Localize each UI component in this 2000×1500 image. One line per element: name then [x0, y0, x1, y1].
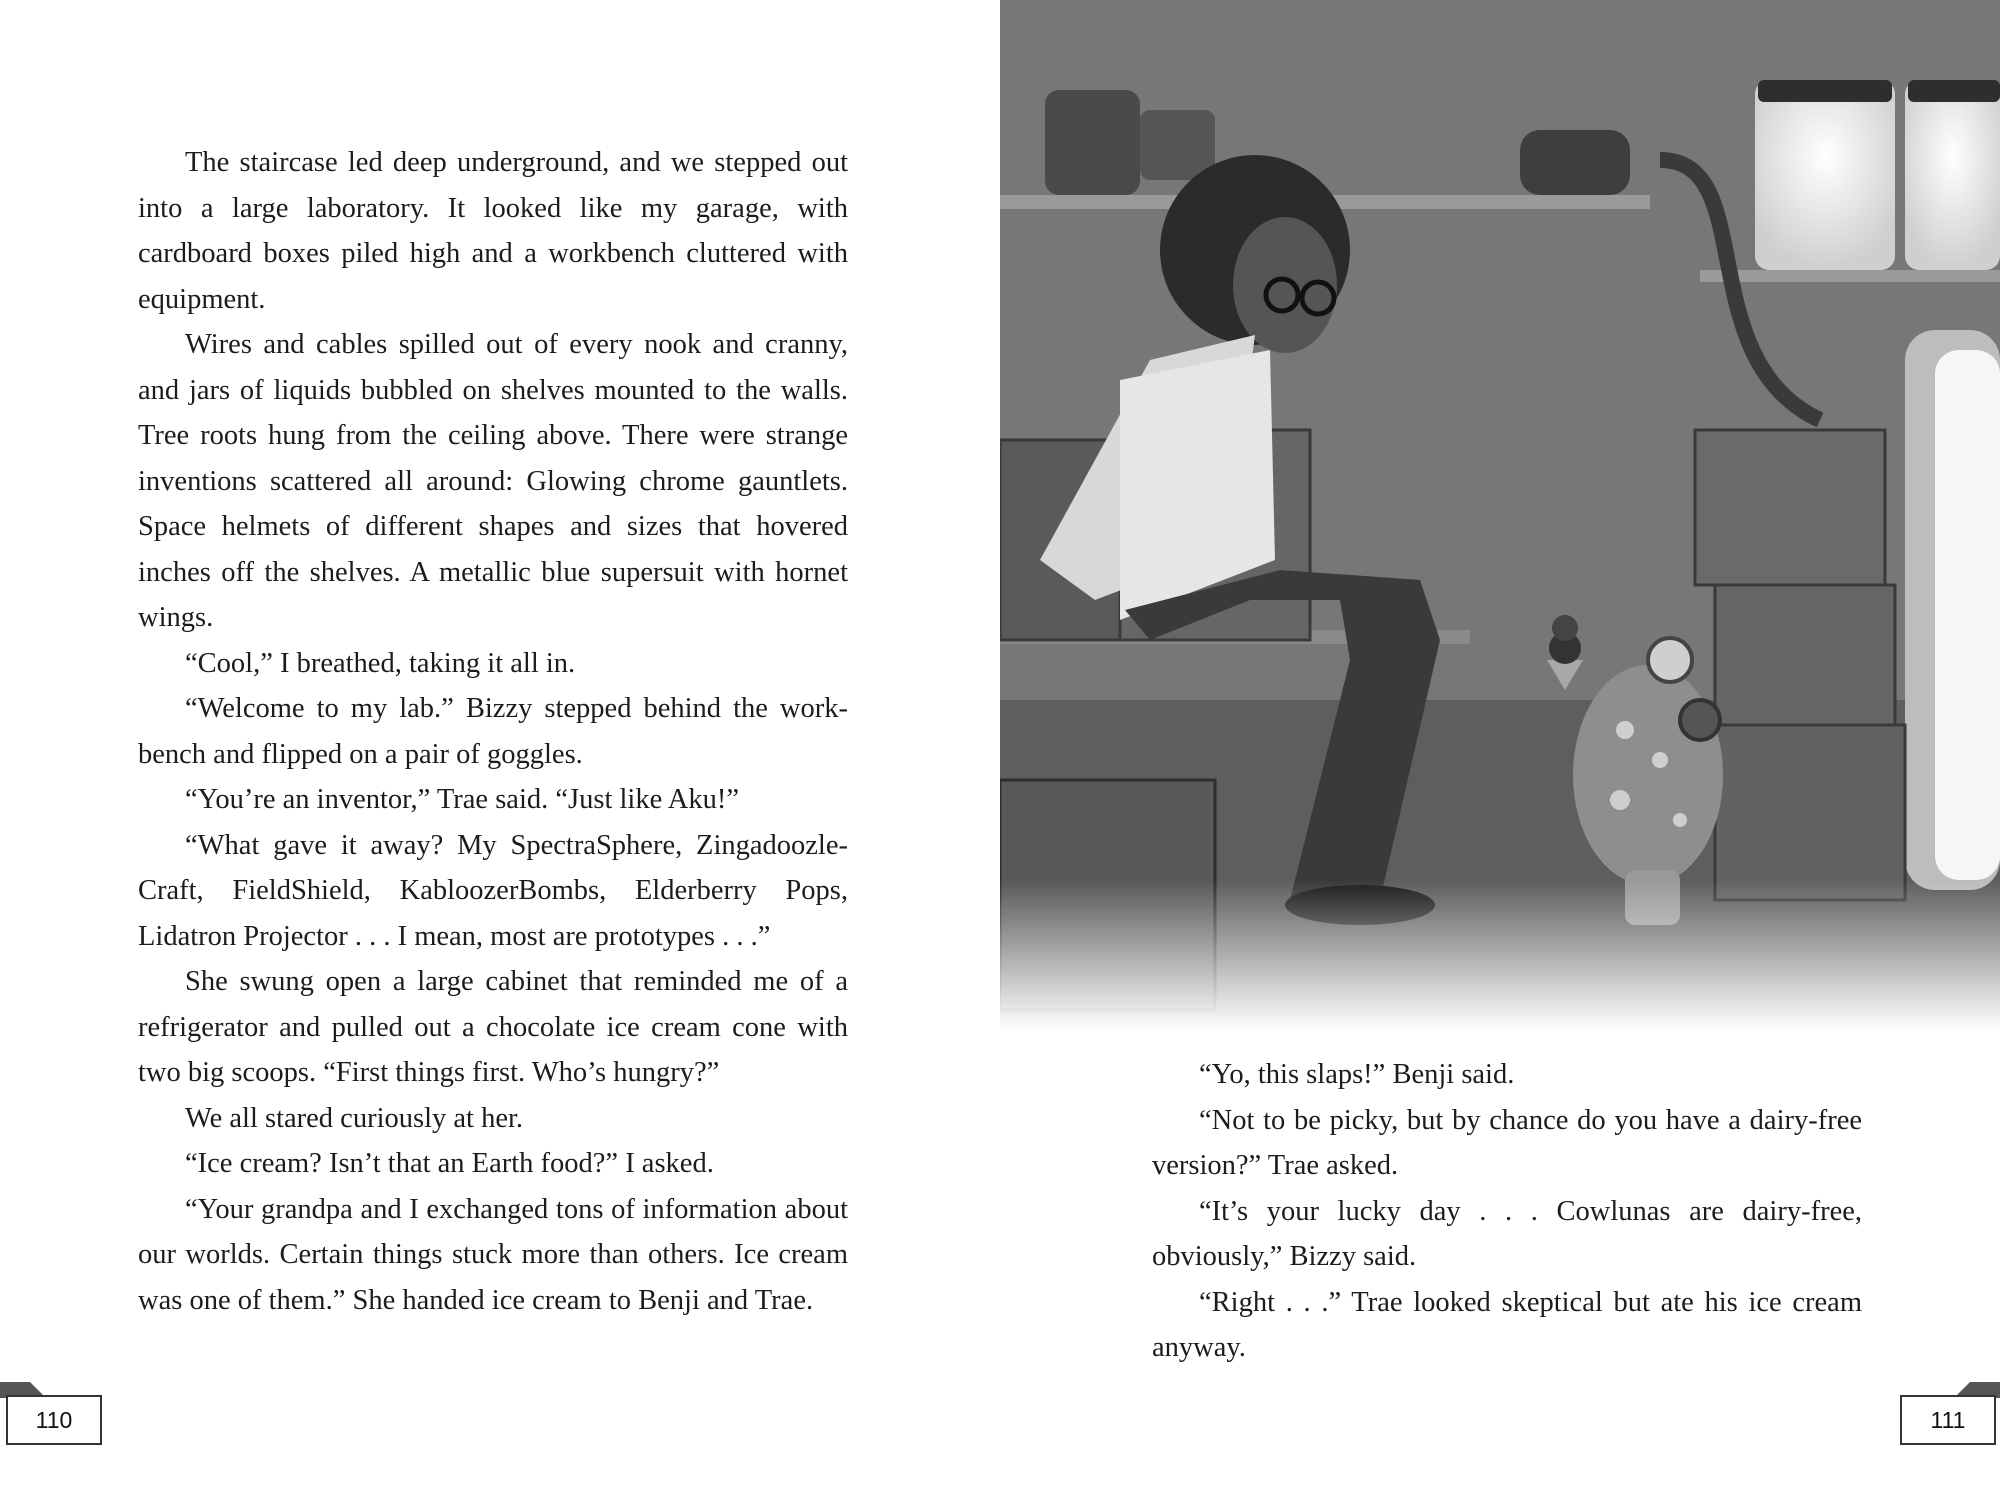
paragraph: Wires and cables spilled out of every nook and cranny, and jars of liquids bubbled on shelves mounted to the walls. Tree roots hung from the ceiling above. There were strange inventions scattered all around: Glowing chrome gauntlets. Space helmets of different shapes and sizes that hovered inches off the shelves. A metallic blue supersuit with hornet wings. — [138, 329, 848, 633]
page-number: 111 — [1900, 1395, 1996, 1445]
paragraph: “It’s your lucky day . . . Cowlunas are dairy-free, obviously,” Bizzy said. — [1152, 1195, 1862, 1272]
paragraph: “You’re an inventor,” Trae said. “Just like Aku!” — [185, 784, 739, 815]
right-page — [1000, 0, 2000, 1500]
right-page-text — [1152, 1052, 1862, 1371]
paragraph: “What gave it away? My SpectraSphere, Zingadoozle-Craft, FieldShield, KabloozerBombs, Elderberry Pops, Lidatron Projector . . . I mean, most are prototypes . . .” — [138, 829, 848, 952]
lab-illustration — [1000, 0, 2000, 1030]
paragraph: “Your grandpa and I exchanged tons of information about our worlds. Certain things stuck more than others. Ice cream was one of them.” She handed ice cream to Benji and Trae. — [138, 1193, 848, 1316]
paragraph: “Ice cream? Isn’t that an Earth food?” I asked. — [185, 1148, 714, 1179]
paragraph: “Cool,” I breathed, taking it all in. — [185, 647, 576, 679]
paragraph: “Right . . .” Trae looked skeptical but ate his ice cream anyway. — [1152, 1286, 1862, 1363]
paragraph: The staircase led deep underground, and we stepped out into a large laboratory. It looked like my garage, with cardboard boxes piled high and a workbench cluttered with equipment. — [138, 147, 848, 315]
paragraph: She swung open a large cabinet that reminded me of a refrigerator and pulled out a chocolate ice cream cone with two big scoops. “First things first. Who’s hungry?” — [138, 966, 848, 1088]
page-number: 110 — [6, 1395, 102, 1445]
left-page-text — [138, 140, 848, 1323]
paragraph: We all stared curiously at her. — [185, 1102, 524, 1134]
paragraph: “Not to be picky, but by chance do you have a dairy-free version?” Trae asked. — [1152, 1104, 1862, 1181]
paragraph: “Yo, this slaps!” Benji said. — [1199, 1059, 1515, 1090]
paragraph: “Welcome to my lab.” Bizzy stepped behind the work-bench and flipped on a pair of goggles. — [138, 693, 848, 770]
